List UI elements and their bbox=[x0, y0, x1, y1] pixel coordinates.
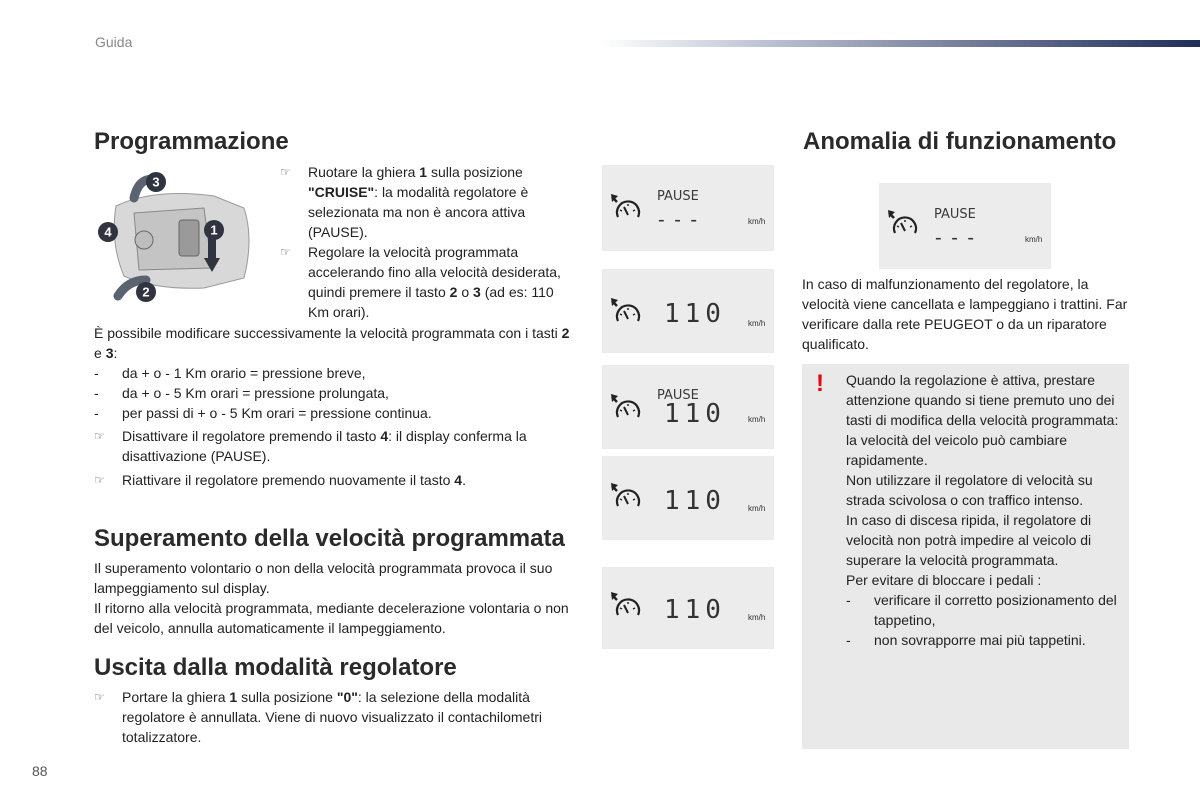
speed-dashes: - - - bbox=[658, 209, 700, 231]
anomalia-title: Anomalia di funzionamento bbox=[803, 128, 1117, 155]
display-speed-active bbox=[602, 456, 774, 540]
warning-p1: Quando la regolazione è attiva, prestare attenzione quando si tiene premuto uno dei tasti di modifica della velocità programmata: la velocità del veicolo può cambiare rapidamente. bbox=[846, 372, 1119, 468]
bullet-set-speed: ☞ Regolare la velocità programmata accelerando fino alla velocità desiderata, quindi premere il tasto 2 o 3 (ad es: 110 Km orari). bbox=[280, 244, 561, 320]
pause-label: PAUSE bbox=[934, 207, 976, 222]
superamento-p1: Il superamento volontario o non della velocità programmata provoca il suo lampeggiamento sul display. bbox=[94, 560, 553, 596]
speed-value: 110 bbox=[664, 399, 726, 429]
unit-label: km/h bbox=[1025, 235, 1043, 244]
warning-box bbox=[802, 364, 1129, 749]
speedometer-icon bbox=[608, 393, 644, 425]
display-speed-resumed bbox=[602, 567, 774, 649]
superamento-body bbox=[94, 558, 580, 638]
unit-label: km/h bbox=[748, 613, 766, 622]
display-fault-dashes bbox=[879, 183, 1051, 269]
cruise-lever-illustration bbox=[94, 168, 264, 310]
warning-p2: Non utilizzare il regolatore di velocità su strada scivolosa o con traffico intenso. bbox=[846, 472, 1093, 508]
warning-p3: In caso di discesa ripida, il regolatore di velocità non potrà impedire al veicolo di superare la velocità programmata. bbox=[846, 512, 1092, 568]
superamento-title: Superamento della velocità programmata bbox=[94, 525, 565, 552]
display-speed-set bbox=[602, 269, 774, 353]
warning-icon: ! bbox=[816, 370, 824, 397]
prog-bullets-top bbox=[280, 162, 570, 322]
pointing-hand-icon: ☞ bbox=[94, 473, 105, 487]
pointing-hand-icon: ☞ bbox=[94, 429, 105, 443]
bullet-deactivate: ☞ Disattivare il regolatore premendo il tasto 4: il display conferma la disattivazione (PAUSE). bbox=[94, 428, 527, 464]
dash-item: - da + o - 1 Km orario = pressione breve, bbox=[94, 365, 366, 381]
label-3: 3 bbox=[152, 174, 160, 190]
dash-item: - da + o - 5 Km orari = pressione prolungata, bbox=[94, 385, 389, 401]
programmazione-title: Programmazione bbox=[94, 128, 289, 155]
header-bar bbox=[600, 40, 1200, 47]
label-2: 2 bbox=[142, 284, 150, 300]
speed-value: 110 bbox=[664, 595, 726, 625]
display-pause-speed bbox=[602, 365, 774, 449]
speed-value: 110 bbox=[664, 299, 726, 329]
pointing-hand-icon: ☞ bbox=[280, 165, 291, 179]
speedometer-icon bbox=[608, 297, 644, 329]
uscita-body bbox=[94, 687, 554, 747]
superamento-p2: Il ritorno alla velocità programmata, mediante decelerazione volontaria o non del veicolo, annulla automaticamente il lampeggiamento. bbox=[94, 600, 569, 636]
fault-paragraph: In caso di malfunzionamento del regolatore, la velocità viene cancellata e lampeggiano i trattini. Far verificare dalla rete PEUGEOT o da un riparatore qualificato. bbox=[802, 276, 1128, 352]
unit-label: km/h bbox=[748, 415, 766, 424]
speedometer-icon bbox=[608, 591, 644, 623]
label-1: 1 bbox=[210, 222, 218, 238]
display-pause-dashes bbox=[602, 165, 774, 251]
speedometer-icon bbox=[608, 482, 644, 514]
unit-label: km/h bbox=[748, 217, 766, 226]
speedometer-icon bbox=[885, 209, 921, 241]
warning-dash-item: - verificare il corretto posizionamento del tappetino, bbox=[846, 592, 1117, 628]
label-4: 4 bbox=[104, 224, 112, 240]
pointing-hand-icon: ☞ bbox=[94, 690, 105, 704]
warning-text bbox=[846, 370, 1126, 650]
pause-label: PAUSE bbox=[657, 388, 699, 403]
section-header: Guida bbox=[95, 34, 133, 50]
page-number: 88 bbox=[32, 763, 48, 779]
prog-body bbox=[94, 323, 576, 490]
warning-p4: Per evitare di bloccare i pedali : bbox=[846, 572, 1042, 588]
speed-value: 110 bbox=[664, 486, 726, 516]
bullet-rotate-ring: ☞ Ruotare la ghiera 1 sulla posizione "CRUISE": la modalità regolatore è selezionata ma non è ancora attiva (PAUSE). bbox=[280, 164, 529, 240]
warning-dash-item: - non sovrapporre mai più tappetini. bbox=[846, 632, 1086, 648]
pointing-hand-icon: ☞ bbox=[280, 245, 291, 259]
bullet-reactivate: ☞ Riattivare il regolatore premendo nuovamente il tasto 4. bbox=[94, 472, 466, 488]
modify-speed-paragraph: È possibile modificare successivamente la velocità programmata con i tasti 2 e 3: bbox=[94, 325, 570, 361]
unit-label: km/h bbox=[748, 504, 766, 513]
unit-label: km/h bbox=[748, 319, 766, 328]
speed-dashes: - - - bbox=[935, 227, 977, 249]
uscita-title: Uscita dalla modalità regolatore bbox=[94, 654, 457, 681]
bullet-exit: ☞ Portare la ghiera 1 sulla posizione "0": la selezione della modalità regolatore è annullata. Viene di nuovo visualizzato il contachilometri totalizzatore. bbox=[94, 689, 542, 745]
dash-item: - per passi di + o - 5 Km orari = pressione continua. bbox=[94, 405, 432, 421]
pause-label: PAUSE bbox=[657, 189, 699, 204]
speedometer-icon bbox=[608, 193, 644, 225]
